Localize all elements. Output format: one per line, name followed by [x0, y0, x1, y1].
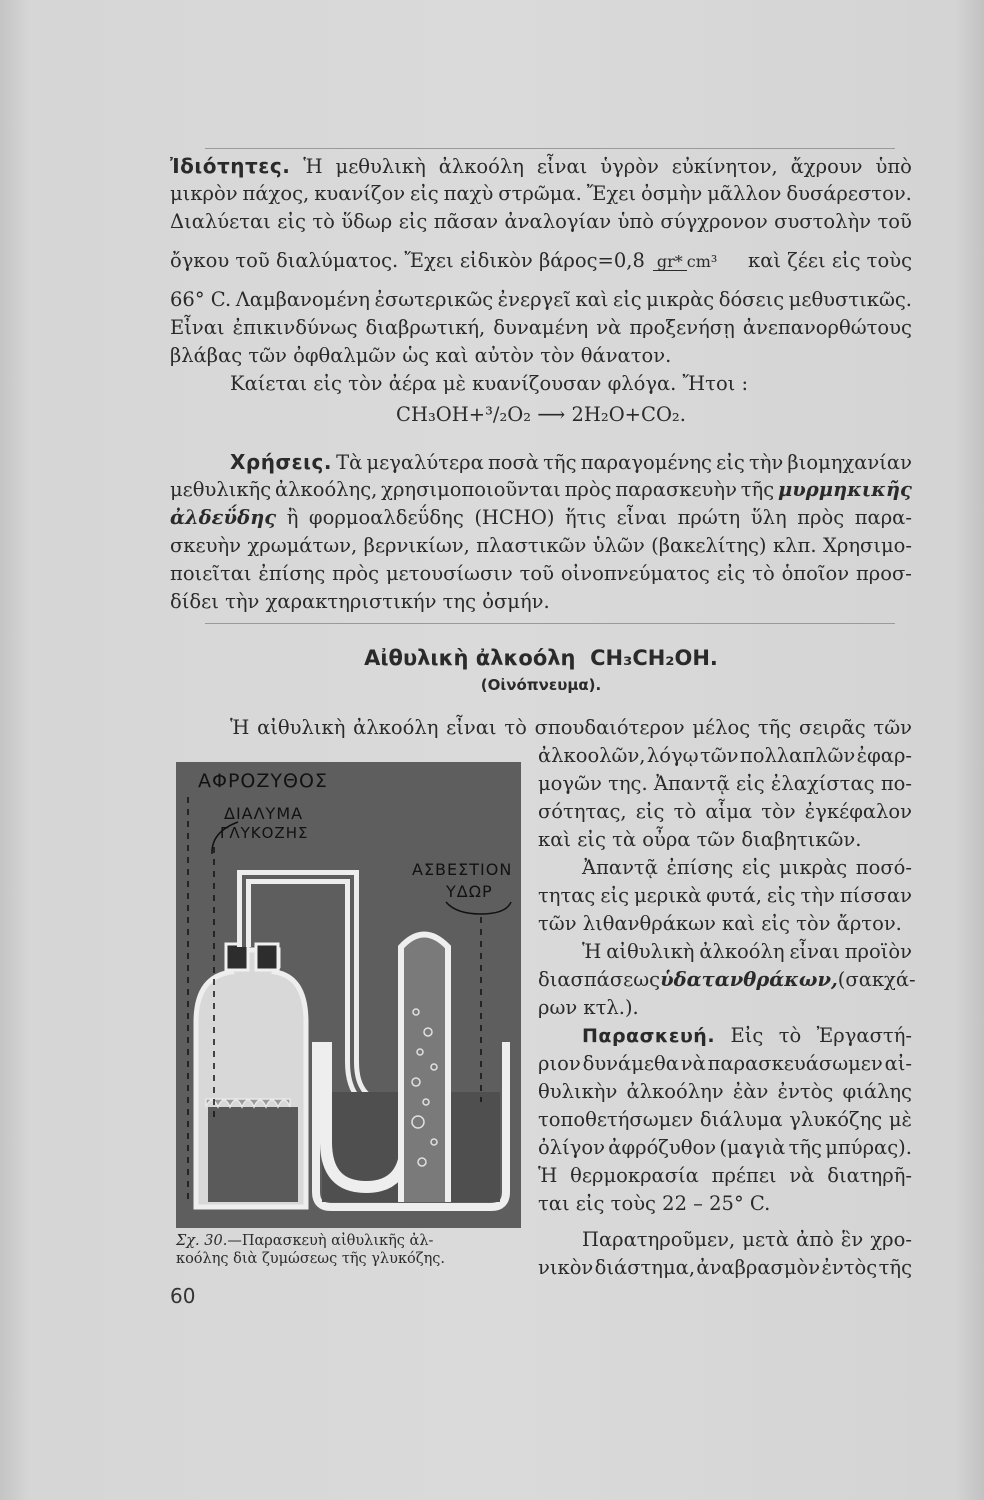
properties-paragraph [170, 152, 912, 432]
text-line: σκευὴν χρωμάτων, βερνικίων, πλαστικῶν ὑλῶν (βακελίτης) κλπ. Χρησιμο- [170, 534, 912, 557]
text-line: Ἡ θερμοκρασία πρέπει νὰ διατηρῆ- [538, 1164, 912, 1187]
lime-label-1: ΑΣΒΕΣΤΙΟΝ [412, 860, 513, 879]
formic-term: μυρμηκικῆς [777, 478, 912, 501]
text-line: Εἶναι ἐπικινδύνως διαβρωτική, δυναμένη νὰ προξενήσῃ ἀνεπανορθώτους [170, 316, 912, 339]
text-line: 66° C. Λαμβανομένη ἐσωτερικῶς ἐνεργεῖ καὶ εἰς μικρὰς δόσεις μεθυστικῶς. [170, 288, 912, 311]
lime-label-2: ΥΔΩΡ [446, 882, 493, 901]
text-line: τῶν λιθανθράκων καὶ εἰς τὸν ἄρτον. [538, 912, 902, 935]
text-line: βλάβας τῶν ὀφθαλμῶν ὡς καὶ αὐτὸν τὸν θάνατον. [170, 344, 672, 367]
text-line: τοποθετήσωμεν διάλυμα γλυκόζης μὲ [538, 1108, 912, 1131]
text-line: Ἀπαντᾷ ἐπίσης εἰς μικρὰς ποσό- [582, 856, 912, 879]
text-line: μογῶν της. Ἀπαντᾷ εἰς ἐλαχίστας πο- [538, 772, 912, 795]
text-line: Ἡ αἰθυλικὴ ἀλκοόλη εἶναι τὸ σπουδαιότερον μέλος τῆς σειρᾶς τῶν [230, 716, 912, 739]
fermentation-apparatus-figure [176, 762, 521, 1228]
section-title: Αἰθυλικὴ ἀλκοόλη CH₃CH₂OH. [364, 646, 718, 670]
right-column [538, 742, 916, 1282]
text-line: Χρήσεις. Τὰ μεγαλύτερα ποσὰ τῆς παραγομένης εἰς τὴν βιομηχανίαν [230, 450, 912, 474]
density-line: ὄγκου τοῦ διαλύματος. Ἔχει εἰδικὸν βάρος=0,8 gr* cm³ καὶ ζέει εἰς τοὺς [170, 249, 912, 272]
caption-line: κοόλης διὰ ζυμώσεως τῆς γλυκόζης. [176, 1251, 446, 1267]
foam-label: ΑΦΡΟΖΥΘΟΣ [198, 770, 328, 792]
solution-label-2: ΓΛΥΚΟΖΗΣ [220, 824, 309, 842]
text-line: ρων κτλ.). [538, 996, 639, 1019]
caption-line: Σχ. 30.—Παρασκευὴ αἰθυλικῆς ἀλ- [176, 1233, 434, 1249]
collection-tube [401, 935, 448, 1203]
text-line: νικὸν διάστημα, ἀναβρασμὸν ἐντὸς τῆς [538, 1256, 912, 1279]
text-line: ται εἰς τοὺς 22 – 25° C. [538, 1192, 771, 1215]
page-number: 60 [170, 1284, 196, 1308]
density-unit-fraction: gr* cm³ [653, 253, 717, 271]
text-line: ἀλδεΰδης ἢ φορμοαλδεΰδης (HCHO) ἥτις εἶναι πρώτη ὕλη πρὸς παρα- [170, 504, 912, 532]
text-line: Διαλύεται εἰς τὸ ὕδωρ εἰς πᾶσαν ἀναλογίαν ὑπὸ σύγχρονον συστολὴν τοῦ [170, 210, 912, 233]
section-formula: CH₃CH₂OH. [590, 646, 718, 670]
solution-label-1: ΔΙΑΛΥΜΑ [224, 804, 304, 823]
text-line: μικρὸν πάχος, κυανίζον εἰς παχὺ στρῶμα. Ἔχει ὀσμὴν μᾶλλον δυσάρεστον. [170, 182, 912, 205]
text-line: ριον δυνάμεθα νὰ παρασκευάσωμεν αἰ- [538, 1052, 912, 1075]
section-subtitle: (Οἰνόπνευμα). [480, 676, 602, 694]
text-line: δίδει τὴν χαρακτηριστικήν της ὀσμήν. [170, 590, 550, 613]
aldehyde-term: ἀλδεΰδης [170, 506, 277, 529]
text-line: Παρατηροῦμεν, μετὰ ἀπὸ ἓν χρο- [582, 1228, 912, 1251]
limewater-bracket [446, 902, 511, 914]
text-line: ἀλκοολῶν, λόγῳ τῶν πολλαπλῶν ἐφαρ- [538, 744, 912, 767]
text-line: σότητας, εἰς τὸ αἷμα τὸν ἐγκέφαλον [538, 800, 912, 823]
caption-number: Σχ. 30. [176, 1233, 228, 1249]
flask-stopper [226, 944, 248, 970]
preparation-heading: Παρασκευή. [582, 1025, 716, 1047]
text-line: καὶ εἰς τὰ οὖρα τῶν διαβητικῶν. [538, 828, 862, 851]
properties-heading: Ἰδιότητες. [170, 154, 291, 178]
top-rule [205, 148, 895, 149]
text-line: τητας εἰς μερικὰ φυτά, εἰς τὴν πίσσαν [538, 884, 912, 907]
text-line: ποιεῖται ἐπίσης πρὸς μετουσίωσιν τοῦ οἰνοπνεύματος εἰς τὸ ὁποῖον προσ- [170, 562, 912, 585]
intro-paragraph [170, 714, 912, 742]
uses-heading: Χρήσεις. [230, 450, 332, 474]
figure-caption [176, 1232, 521, 1268]
text-line: Ἰδιότητες. Ἡ μεθυλικὴ ἀλκοόλη εἶναι ὑγρὸν εὐκίνητον, ἄχρουν ὑπὸ [170, 154, 912, 178]
flask-stopper [256, 944, 278, 970]
combustion-equation: CH₃OH+³/₂O₂ ⟶ 2H₂O+CO₂. [396, 403, 686, 426]
uses-paragraph [170, 448, 912, 616]
text-line: διασπάσεως ὑδατανθράκων, (σακχά- [538, 966, 912, 994]
text-line: μεθυλικῆς ἀλκοόλης, χρησιμοποιοῦνται πρὸς παρασκευὴν τῆς μυρμηκικῆς [170, 476, 912, 504]
text-line: θυλικὴν ἀλκοόλην ἐὰν ἐντὸς φιάλης [538, 1080, 912, 1103]
carbohydrates-term: ὑδατανθράκων, [660, 968, 838, 991]
text-line: ὀλίγον ἀφρόζυθον (μαγιὰ τῆς μπύρας). [538, 1136, 912, 1159]
section-rule [205, 623, 895, 624]
text-line: Καίεται εἰς τὸν ἀέρα μὲ κυανίζουσαν φλόγα. Ἤτοι : [230, 372, 749, 395]
glucose-solution [208, 1107, 298, 1202]
text-line: Παρασκευή. Εἰς τὸ Ἐργαστή- [538, 1022, 912, 1050]
text-line: Ἡ αἰθυλικὴ ἀλκοόλη εἶναι προϊὸν [582, 940, 912, 963]
